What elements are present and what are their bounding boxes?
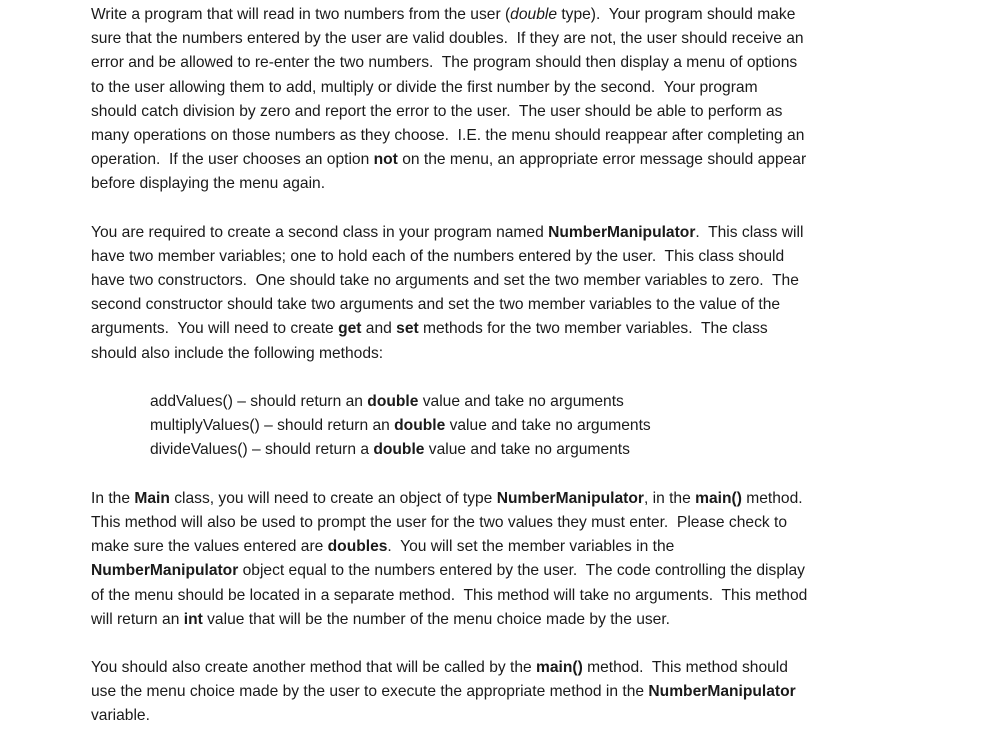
bold-text: main() bbox=[695, 489, 742, 507]
text-run: use the menu choice made by the user to execute the appropriate method in the bbox=[91, 683, 649, 701]
text-run: addValues() – should return an bbox=[150, 393, 368, 410]
text-run: should catch division by zero and report the error to the user. The user should be able to perform as bbox=[91, 102, 783, 120]
text-run: second constructor should take two arguments and set the two member variables to the value of the bbox=[91, 296, 781, 314]
text-run: Write a program that will read in two numbers from the user ( bbox=[91, 6, 511, 23]
italic-text: double bbox=[510, 6, 557, 23]
text-run: should also include the following methods: bbox=[91, 344, 384, 362]
bold-text: NumberManipulator bbox=[91, 562, 239, 580]
paragraph-method-list bbox=[91, 390, 881, 463]
text-run: type). Your program should make bbox=[557, 6, 796, 23]
text-run: value that will be the number of the menu choice made by the user. bbox=[202, 610, 671, 628]
text-run: multiplyValues() – should return an bbox=[150, 417, 395, 435]
bold-text: double bbox=[373, 441, 425, 459]
text-run: You are required to create a second class in your program named bbox=[91, 223, 549, 241]
text-run: of the menu should be located in a separate method. This method will take no arguments. This method bbox=[91, 586, 808, 604]
paragraph-another-method bbox=[91, 656, 881, 729]
bold-text: get bbox=[338, 320, 362, 338]
text-run: You should also create another method that will be called by the bbox=[91, 659, 536, 677]
text-line bbox=[91, 680, 881, 704]
bold-text: NumberManipulator bbox=[496, 489, 644, 507]
text-line bbox=[91, 148, 881, 172]
bold-text: doubles bbox=[327, 538, 388, 556]
text-run: class, you will need to create an object of type bbox=[169, 489, 497, 507]
bold-text: int bbox=[183, 610, 203, 628]
text-run: In the bbox=[91, 489, 135, 507]
bold-text: set bbox=[396, 320, 419, 338]
text-line bbox=[91, 245, 881, 269]
text-line bbox=[91, 584, 881, 608]
text-run: sure that the numbers entered by the user are valid doubles. If they are not, the user should receive an bbox=[91, 30, 804, 48]
bold-text: double bbox=[367, 393, 419, 410]
bold-text: NumberManipulator bbox=[548, 223, 696, 241]
text-run: value and take no arguments bbox=[445, 417, 651, 435]
text-run: make sure the values entered are bbox=[91, 538, 328, 556]
paragraph-class-requirements bbox=[91, 221, 881, 366]
text-line bbox=[91, 342, 881, 366]
text-line bbox=[91, 511, 881, 535]
text-run: , in the bbox=[643, 489, 696, 507]
text-run: and bbox=[361, 320, 397, 338]
text-run: have two member variables; one to hold each of the numbers entered by the user. This class should bbox=[91, 247, 785, 265]
text-run: object equal to the numbers entered by the user. The code controlling the display bbox=[238, 562, 805, 580]
text-line bbox=[91, 704, 881, 728]
text-run: have two constructors. One should take no arguments and set the two member variables to zero. The bbox=[91, 272, 799, 290]
paragraph-spacer bbox=[91, 197, 881, 221]
bold-text: not bbox=[373, 151, 398, 169]
text-run: value and take no arguments bbox=[418, 393, 624, 410]
text-line bbox=[91, 172, 881, 196]
text-run: . You will set the member variables in the bbox=[387, 538, 675, 556]
text-run: methods for the two member variables. The class bbox=[418, 320, 768, 338]
text-line bbox=[91, 27, 881, 51]
bold-text: double bbox=[394, 417, 446, 435]
document-page bbox=[91, 3, 881, 729]
text-run: divideValues() – should return a bbox=[150, 441, 374, 459]
text-run: error and be allowed to re-enter the two numbers. The program should then display a menu of options bbox=[91, 54, 798, 72]
text-line bbox=[91, 100, 881, 124]
text-line bbox=[91, 535, 881, 559]
text-line bbox=[91, 3, 881, 27]
text-run: will return an bbox=[91, 610, 184, 628]
method-list-item bbox=[150, 414, 881, 438]
bold-text: NumberManipulator bbox=[648, 683, 796, 701]
text-run: arguments. You will need to create bbox=[91, 320, 339, 338]
text-line bbox=[91, 124, 881, 148]
text-run: before displaying the menu again. bbox=[91, 175, 326, 193]
text-run: many operations on those numbers as they choose. I.E. the menu should reappear after completing an bbox=[91, 126, 805, 144]
text-line bbox=[91, 293, 881, 317]
text-run: . This class will bbox=[695, 223, 804, 241]
text-line bbox=[91, 221, 881, 245]
method-list-item bbox=[150, 438, 881, 462]
bold-text: main() bbox=[536, 659, 583, 677]
text-line bbox=[91, 269, 881, 293]
text-run: on the menu, an appropriate error message should appear bbox=[397, 151, 807, 169]
bold-text: Main bbox=[134, 489, 170, 507]
text-line bbox=[91, 51, 881, 75]
text-run: This method will also be used to prompt the user for the two values they must enter. Please check to bbox=[91, 513, 788, 531]
text-run: value and take no arguments bbox=[424, 441, 630, 459]
text-line bbox=[91, 76, 881, 100]
text-run: method. bbox=[741, 489, 803, 507]
text-line bbox=[91, 317, 881, 341]
text-line bbox=[91, 656, 881, 680]
text-run: operation. If the user chooses an option bbox=[91, 151, 374, 169]
text-run: variable. bbox=[91, 707, 150, 725]
method-list-item bbox=[150, 390, 881, 414]
text-run: method. This method should bbox=[582, 659, 788, 677]
paragraph-spacer bbox=[91, 366, 881, 390]
paragraph-spacer bbox=[91, 463, 881, 487]
text-run: to the user allowing them to add, multiply or divide the first number by the second. Your program bbox=[91, 78, 758, 96]
paragraph-intro bbox=[91, 3, 881, 197]
paragraph-main-class bbox=[91, 487, 881, 632]
text-line bbox=[91, 608, 881, 632]
paragraph-spacer bbox=[91, 632, 881, 656]
text-line bbox=[91, 487, 881, 511]
text-line bbox=[91, 559, 881, 583]
